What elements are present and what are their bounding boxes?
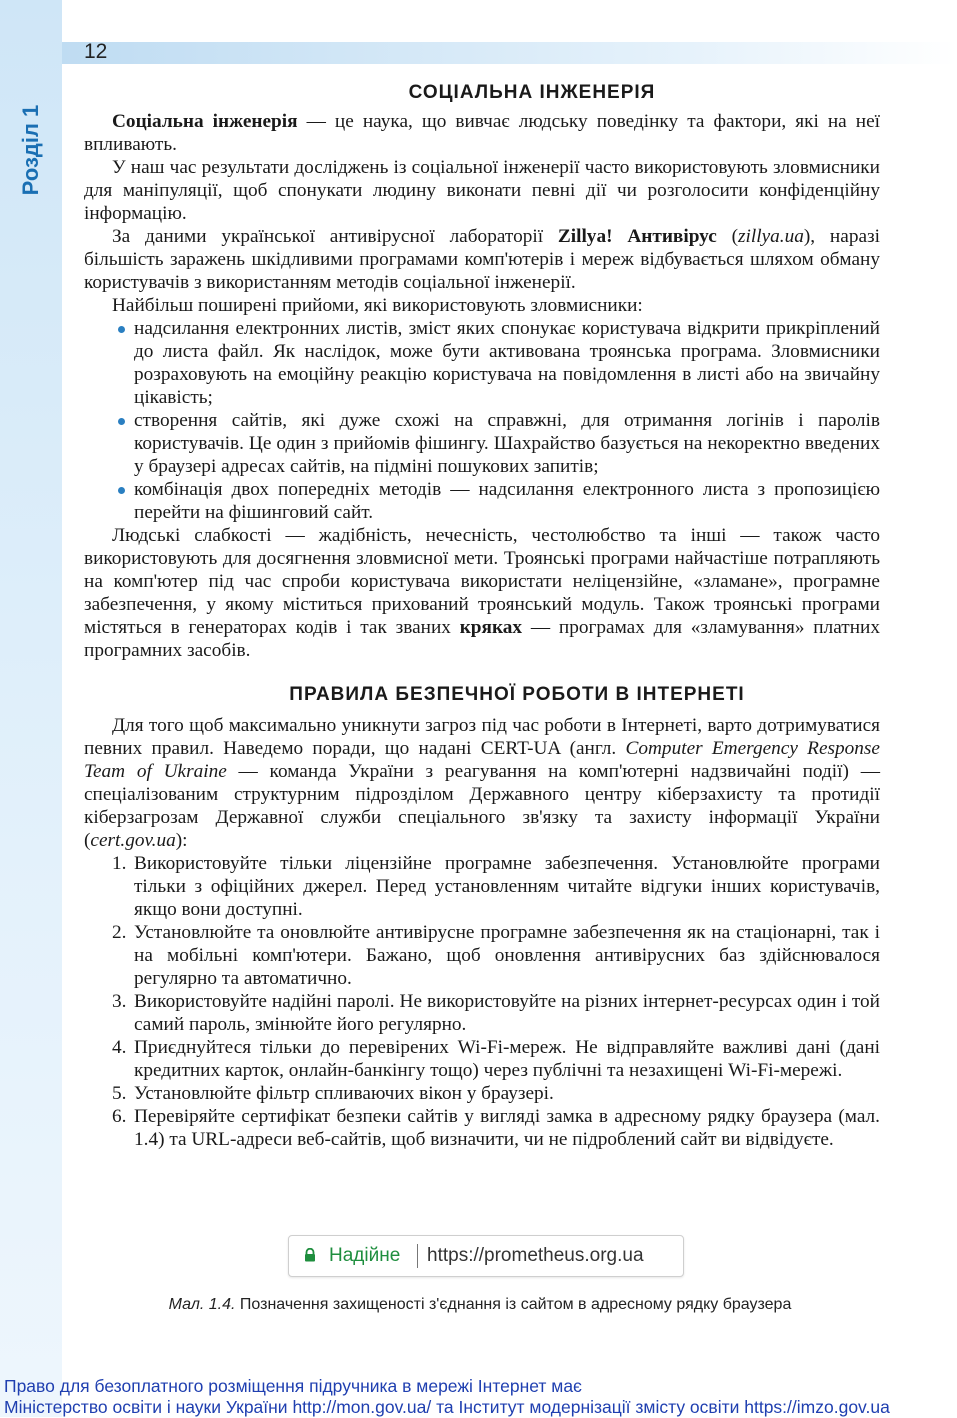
techniques-list bbox=[84, 317, 880, 524]
page-content bbox=[84, 82, 880, 1151]
url-text: https://prometheus.org.ua bbox=[427, 1245, 644, 1266]
page-number: 12 bbox=[84, 40, 108, 63]
caption-label: Мал. 1.4. bbox=[168, 1296, 236, 1313]
footer-notice bbox=[4, 1376, 954, 1418]
secure-label: Надійне bbox=[329, 1245, 401, 1266]
brand-zillya: Zillya! Антивірус bbox=[557, 226, 717, 247]
paragraph-weaknesses: Людські слабкості — жадібність, нечесність, честолюбство та інші — також часто використовують для досягнення зловмисної мети. Троянські програми найчастіше потрапляють на комп'ютер під час спроби користувача використати неліцензійне, «зламане», програмне забезпечення, у якому міститься прихований троянський модуль. Також троянські програми містяться в генераторах кодів і так званих кряках — програмах для «зламування» платних програмних засобів. bbox=[84, 525, 880, 661]
list-item: 2. Установлюйте та оновлюйте антивірусне програмне забезпечення як на стаціонарні, так і на мобільні комп'ютери. Бажано, щоб оновлення антивірусних баз здійснювалося регулярно та автоматично. bbox=[112, 922, 880, 989]
section-label: Розділ 1 bbox=[18, 104, 43, 196]
paragraph-definition: Соціальна інженерія — це наука, що вивчає людську поведінку та фактори, які на неї впливають. bbox=[84, 111, 881, 155]
list-item: 5. Установлюйте фільтр спливаючих вікон у браузері. bbox=[112, 1083, 554, 1104]
list-item: 4. Приєднуйтеся тільки до перевірених Wi-Fi-мереж. Не відправляйте важливі дані (дані кредитних карток, онлайн-банкінгу тощо) через публічні та незахищені Wi-Fi-мережі. bbox=[112, 1037, 880, 1081]
cert-english-name: Computer Emergency Response Team of Ukraine bbox=[84, 738, 880, 782]
footer-line-2: Міністерство освіти і науки України http://mon.gov.ua/ та Інститут модернізації змісту освіти https://imzo.gov.ua bbox=[4, 1397, 890, 1417]
header-band bbox=[62, 42, 957, 64]
site-zillya: zillya.ua bbox=[738, 226, 804, 247]
paragraph-zillya: За даними української антивірусної лабораторії Zillya! Антивірус (zillya.ua), наразі більшість заражень шкідливими програмами комп'ютерів і мереж відбувається шляхом обману користувачів з використанням методів соціальної інженерії. bbox=[84, 226, 880, 293]
list-item: надсилання електронних листів, зміст яких спонукає користувача відкрити прикріплений до листа файл. Як наслідок, може бути активована троянська програма. Зловмисники розраховують на емоційну реакцію користувача на повідомлення в листі або на звичайну цікавість; bbox=[134, 318, 880, 408]
heading-social-engineering: СОЦІАЛЬНА ІНЖЕНЕРІЯ bbox=[408, 82, 656, 103]
paragraph-techniques-intro: Найбільш поширені прийоми, які використовують зловмисники: bbox=[112, 295, 643, 316]
term-cracks: кряках bbox=[459, 617, 523, 638]
figure-caption: Мал. 1.4. Позначення захищеності з'єднання із сайтом в адресному рядку браузера bbox=[168, 1296, 792, 1313]
left-margin-band bbox=[0, 0, 62, 1417]
browser-address-bar-figure bbox=[288, 1235, 684, 1277]
list-item: 3. Використовуйте надійні паролі. Не використовуйте на різних інтернет-ресурсах один і той самий пароль, змінюйте його регулярно. bbox=[112, 991, 880, 1035]
paragraph-manipulation: У наш час результати досліджень із соціальної інженерії часто використовують зловмисники для маніпуляції, щоб спонукати людину виконати певні дії чи розголосити конфіденційну інформацію. bbox=[84, 157, 880, 224]
heading-safety-rules: ПРАВИЛА БЕЗПЕЧНОЇ РОБОТИ В ІНТЕРНЕТІ bbox=[289, 684, 745, 705]
lock-icon bbox=[303, 1248, 317, 1262]
paragraph-cert-intro: Для того щоб максимально уникнути загроз під час роботи в Інтернеті, варто дотримуватися певних правил. Наведемо поради, що надані CERT-UA (англ. Computer Emergency Response Team of Ukraine — команда України з реагування на комп'ютерні надзвичайні події) — спеціалізованим структурним підрозділом Державного центру кіберзахисту та протидії кіберзагрозам Державної служби спеціального зв'язку та захисту інформації України (cert.gov.ua): bbox=[84, 715, 880, 851]
term-social-engineering: Соціальна інженерія bbox=[112, 111, 298, 132]
site-cert: cert.gov.ua bbox=[90, 830, 176, 851]
footer-line-1: Право для безоплатного розміщення підручника в мережі Інтернет має bbox=[4, 1376, 582, 1396]
list-item: комбінація двох попередніх методів — надсилання електронного листа з пропозицією перейти на фішинговий сайт. bbox=[134, 479, 880, 523]
list-item: створення сайтів, які дуже схожі на справжні, для отримання логінів і паролів користувачів. Це один з прийомів фішингу. Шахрайство базується на некоректно введених у браузері адресах сайтів, на підміні пошукових запитів; bbox=[134, 410, 880, 477]
address-separator bbox=[417, 1244, 418, 1268]
rules-list bbox=[84, 852, 880, 1151]
list-item: 1. Використовуйте тільки ліцензійне програмне забезпечення. Установлюйте програми тільки з офіційних джерел. Перед установленням читайте відгуки інших користувачів, якщо вони доступні. bbox=[112, 853, 880, 920]
list-item: 6. Перевіряйте сертифікат безпеки сайтів у вигляді замка в адресному рядку браузера (мал. 1.4) та URL-адреси веб-сайтів, щоб визначити, чи не підроблений сайт ви відвідуєте. bbox=[112, 1106, 880, 1150]
